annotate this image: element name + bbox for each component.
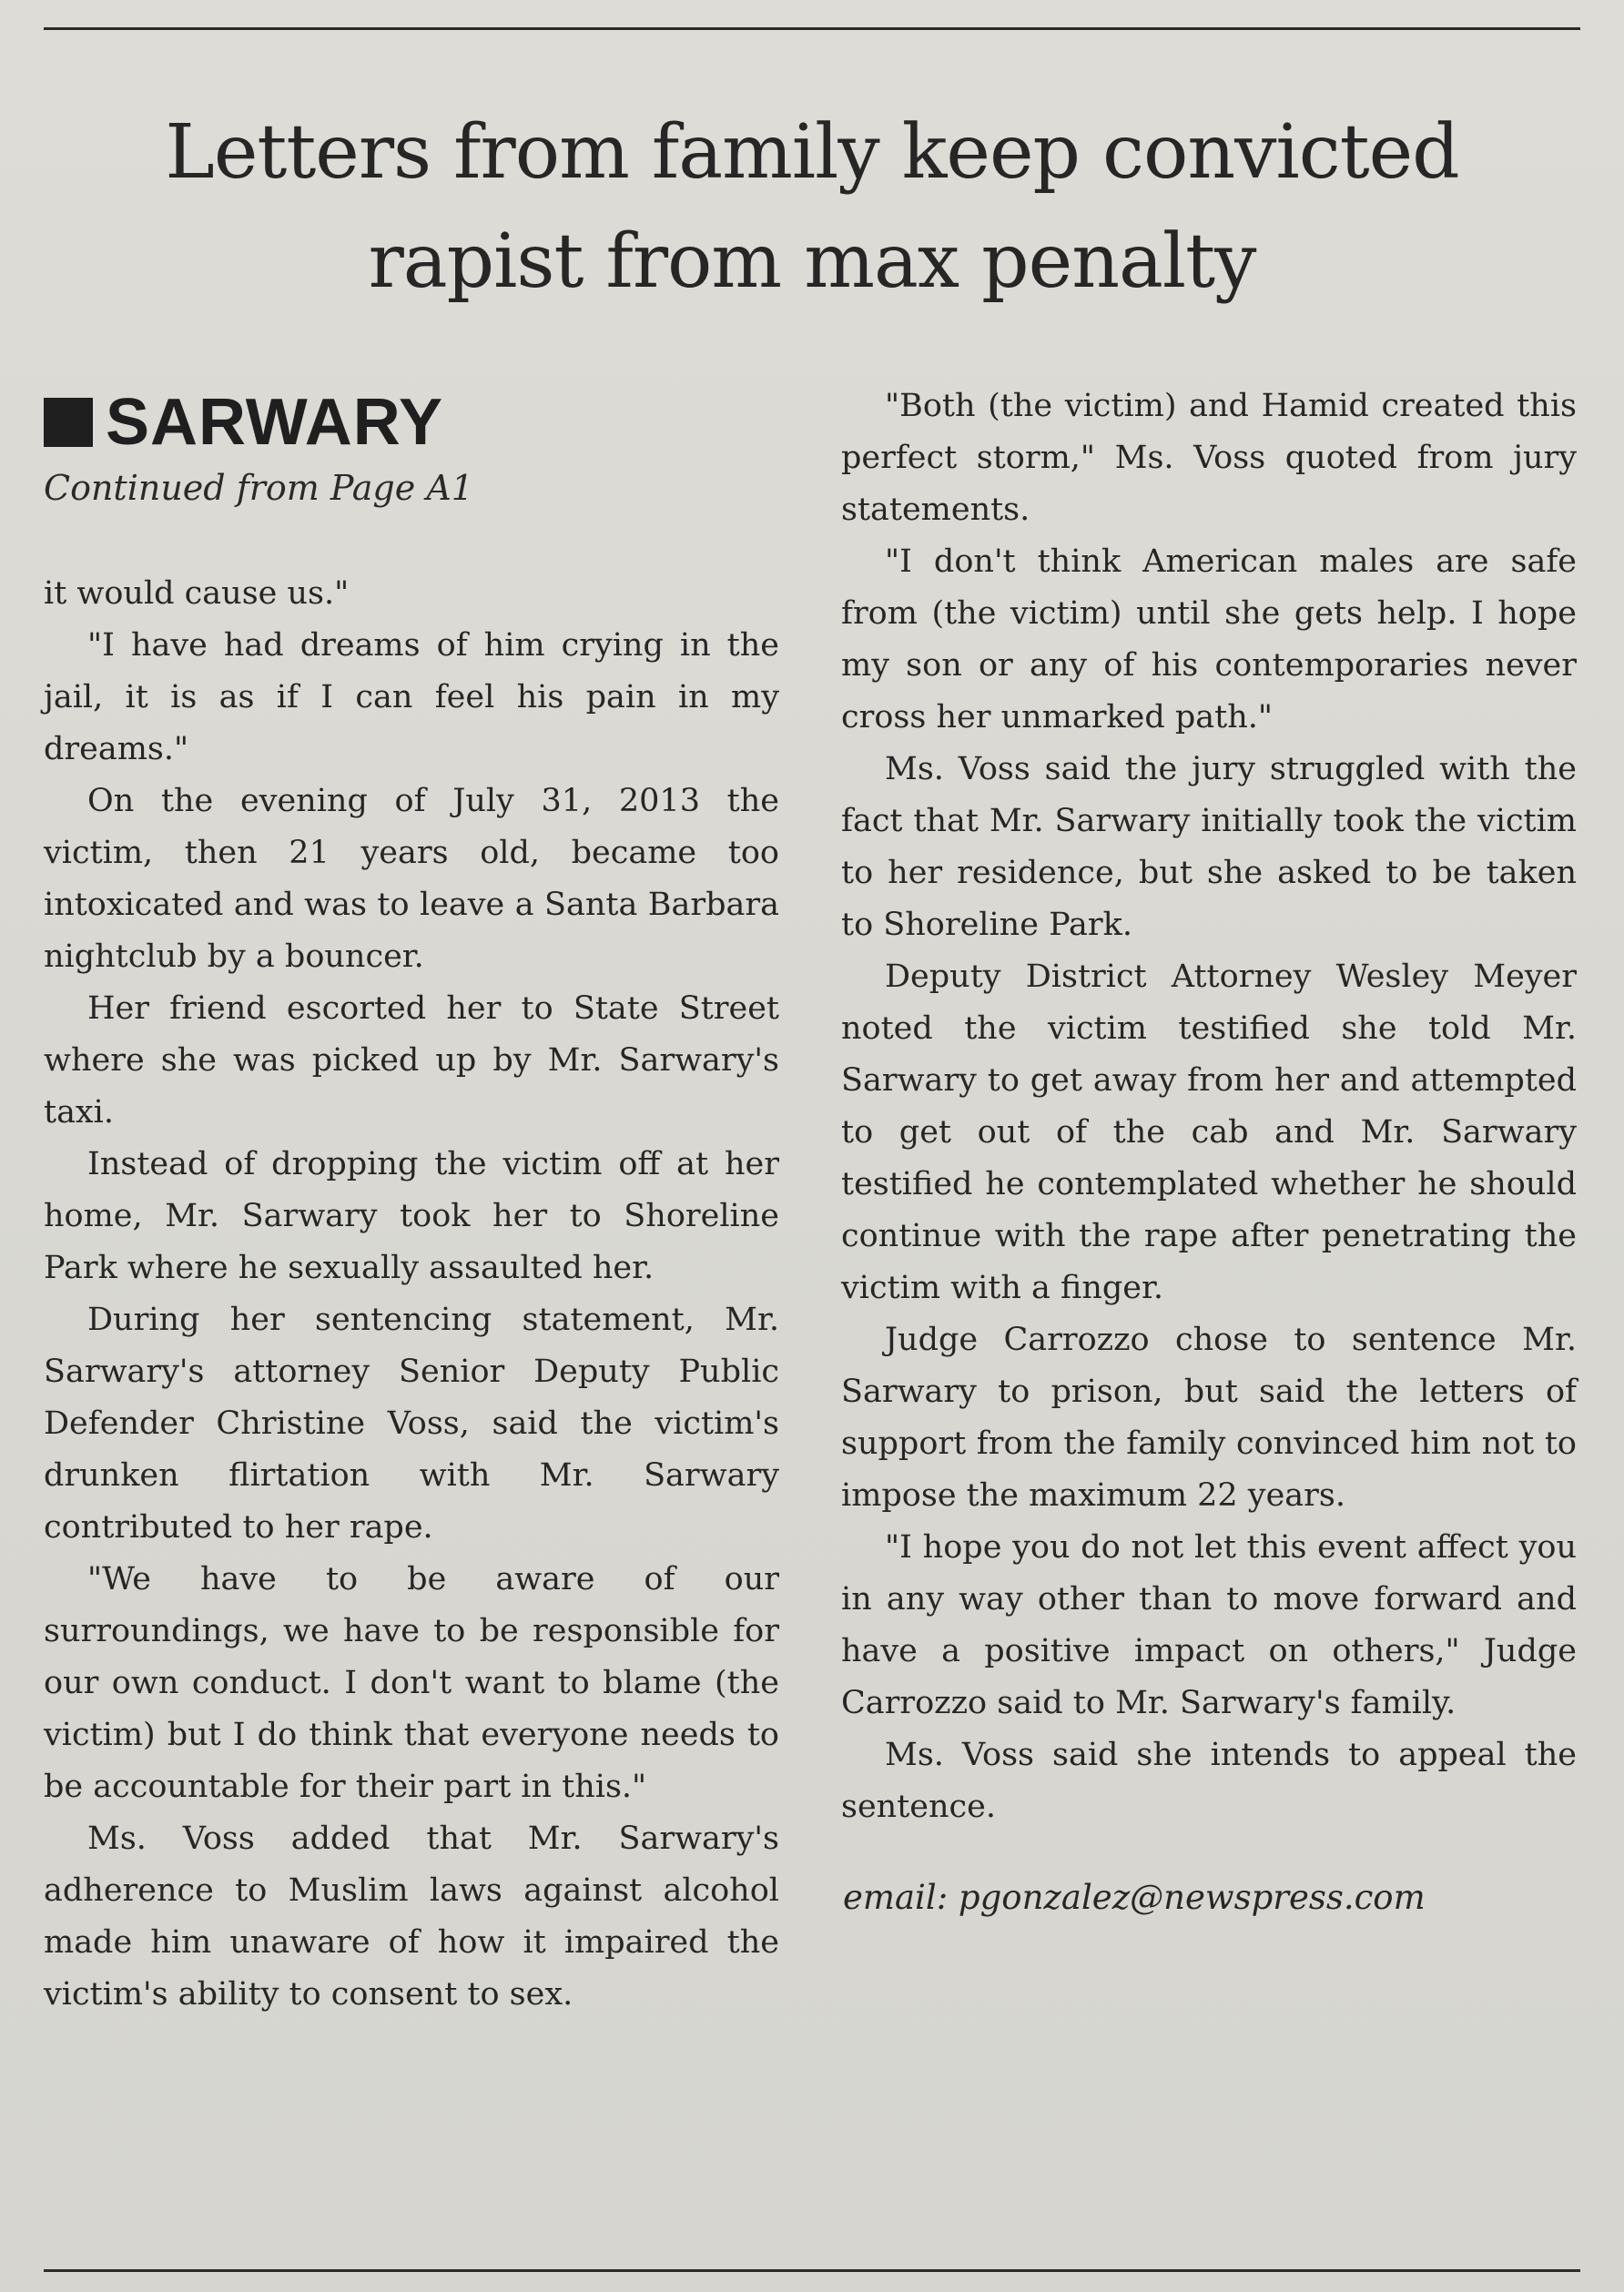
paragraph: Ms. Voss said she intends to appeal the sentence. xyxy=(841,1737,1577,1825)
left-column xyxy=(44,380,779,2021)
paragraph: On the evening of July 31, 2013 the victim, then 21 years old, became too intoxicated and was to leave a Santa Barbara nightclub by a bouncer. xyxy=(44,783,779,975)
bottom-rule xyxy=(44,2269,1580,2272)
paragraph: "We have to be aware of our surroundings, we have to be responsible for our own conduct. I don't want to blame (the victim) but I do think that everyone needs to be accountable for their part in this." xyxy=(44,1561,779,1805)
headline-line-1: Letters from family keep convicted xyxy=(165,109,1459,196)
top-rule xyxy=(44,27,1580,30)
jump-header xyxy=(44,386,779,459)
headline xyxy=(36,98,1588,317)
paragraph: Ms. Voss said the jury struggled with the fact that Mr. Sarwary initially took the victim to her residence, but she asked to be taken to Shoreline Park. xyxy=(841,751,1577,943)
left-column-body xyxy=(44,568,779,2021)
headline-line-2: rapist from max penalty xyxy=(368,218,1256,305)
paragraph: Deputy District Attorney Wesley Meyer noted the victim testified she told Mr. Sarwary to get away from her and attempted to get out of the cab and Mr. Sarwary testified he contemplated whether he should continue with the rape after penetrating the victim with a finger. xyxy=(841,958,1577,1306)
right-column xyxy=(841,380,1577,1923)
paragraph: During her sentencing statement, Mr. Sarwary's attorney Senior Deputy Public Defender Christine Voss, said the victim's drunken flirtation with Mr. Sarwary contributed to her rape. xyxy=(44,1302,779,1546)
paragraph: "I have had dreams of him crying in the jail, it is as if I can feel his pain in my dreams." xyxy=(44,627,779,767)
author-email: email: pgonzalez@newspress.com xyxy=(843,1878,1426,1917)
jump-word: SARWARY xyxy=(106,386,444,459)
right-column-body xyxy=(841,380,1577,1833)
paragraph: Her friend escorted her to State Street where she was picked up by Mr. Sarwary's taxi. xyxy=(44,990,779,1131)
paragraph: "I hope you do not let this event affect you in any way other than to move forward and have a positive impact on others," Judge Carrozzo said to Mr. Sarwary's family. xyxy=(841,1529,1577,1721)
paragraph: it would cause us." xyxy=(44,575,350,612)
paragraph: "I don't think American males are safe from (the victim) until she gets help. I hope my son or any of his contemporaries never cross her unmarked path." xyxy=(841,543,1577,735)
paragraph: "Both (the victim) and Hamid created this perfect storm," Ms. Voss quoted from jury statements. xyxy=(841,388,1577,528)
square-bullet-icon xyxy=(44,398,93,447)
continued-line: Continued from Page A1 xyxy=(44,468,473,508)
paragraph: Ms. Voss added that Mr. Sarwary's adherence to Muslim laws against alcohol made him unaware of how it impaired the victim's ability to consent to sex. xyxy=(44,1820,779,2013)
paragraph: Instead of dropping the victim off at her home, Mr. Sarwary took her to Shoreline Park where he sexually assaulted her. xyxy=(44,1146,779,1286)
paragraph: Judge Carrozzo chose to sentence Mr. Sarwary to prison, but said the letters of support from the family convinced him not to impose the maximum 22 years. xyxy=(841,1322,1577,1514)
